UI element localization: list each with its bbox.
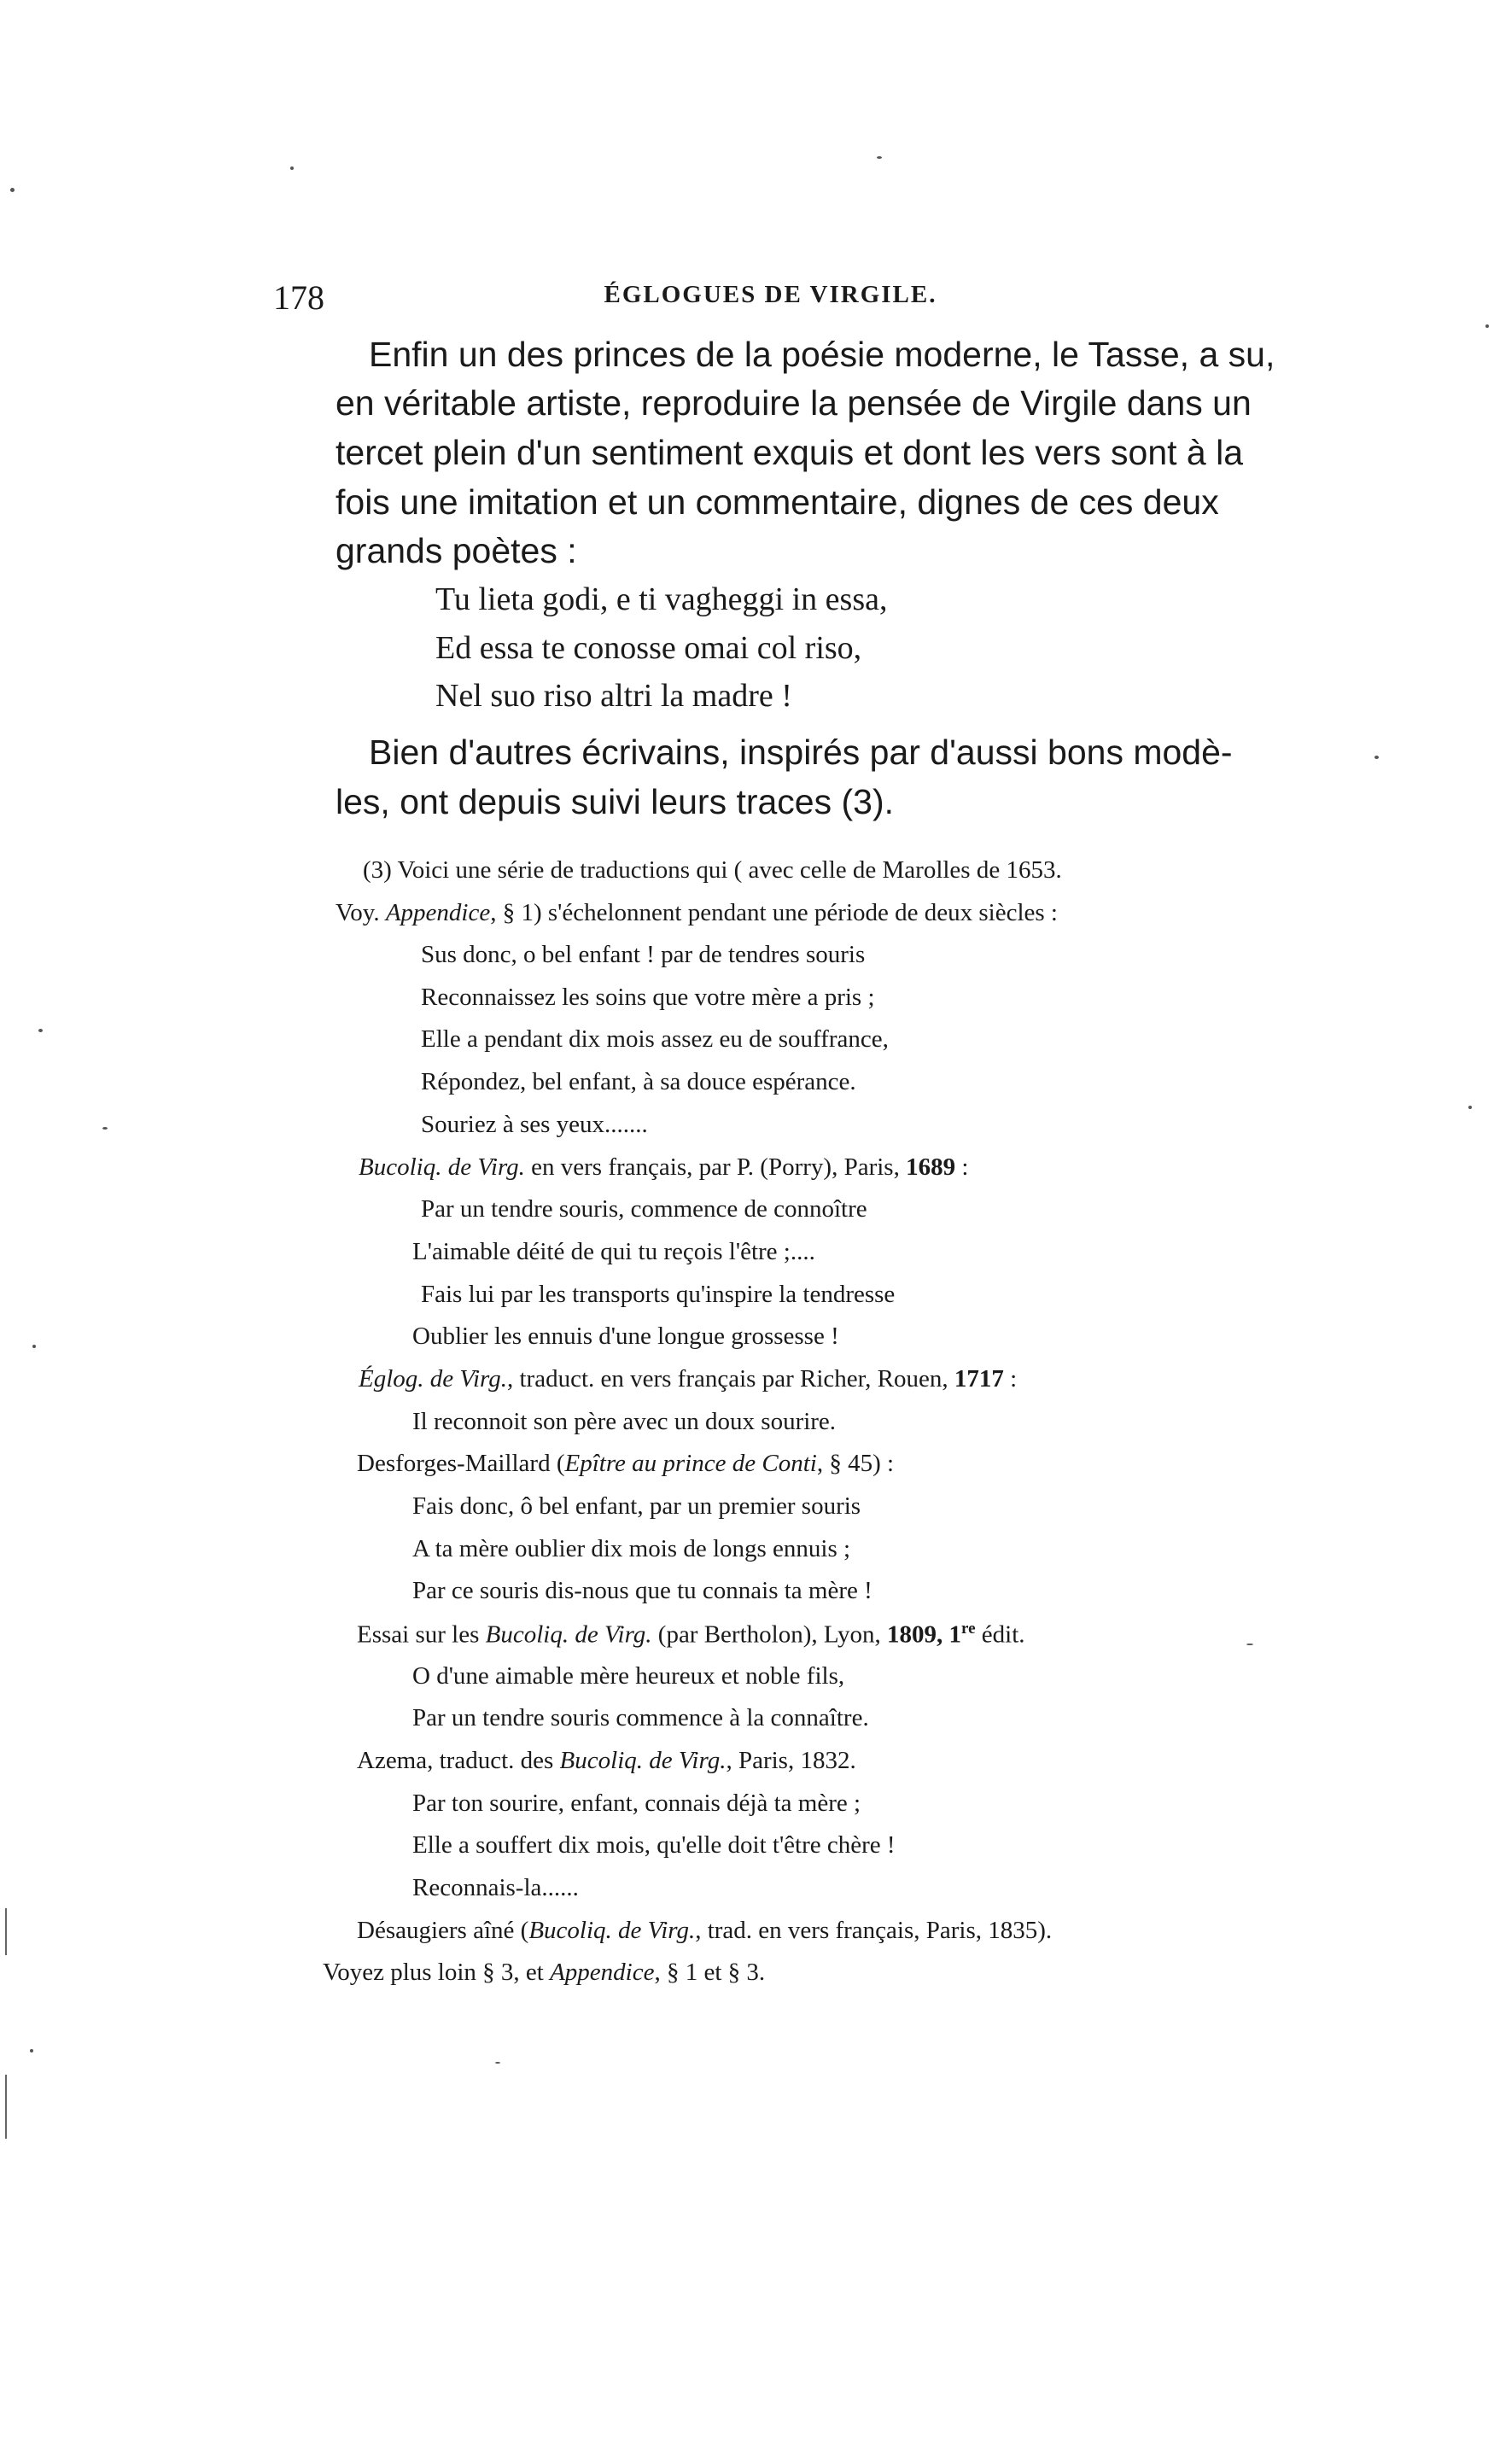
quoted-verse: Par un tendre souris commence à la connaître. <box>412 1704 869 1731</box>
page-number: 178 <box>273 278 324 317</box>
scan-speck <box>32 1345 36 1348</box>
running-title: ÉGLOGUES DE VIRGILE. <box>604 281 937 308</box>
footnote-intro-2: Voy. Appendice, § 1) s'échelonnent pendant une période de deux siècles : <box>336 899 1058 926</box>
verse-line: Ed essa te conosse omai col riso, <box>435 630 862 666</box>
source-citation: Églog. de Virg., traduct. en vers français par Richer, Rouen, 1717 : <box>359 1365 1018 1393</box>
scan-speck <box>30 2049 33 2052</box>
verse-line: Nel suo riso altri la madre ! <box>435 678 792 714</box>
source-citation: Azema, traduct. des Bucoliq. de Virg., Paris, 1832. <box>357 1747 856 1774</box>
scan-speck <box>1374 756 1379 759</box>
quoted-verse: Fais donc, ô bel enfant, par un premier souris <box>412 1492 861 1520</box>
main-line: en véritable artiste, reproduire la pensée de Virgile dans un <box>336 383 1252 423</box>
quoted-verse: Il reconnoit son père avec un doux sourire. <box>412 1408 837 1435</box>
quoted-verse: Elle a souffert dix mois, qu'elle doit t'être chère ! <box>412 1831 896 1859</box>
scan-speck <box>877 156 882 159</box>
page-header <box>273 277 1268 320</box>
scan-speck <box>1468 1106 1472 1109</box>
main-line: les, ont depuis suivi leurs traces (3). <box>336 782 894 821</box>
scan-edge-mark <box>5 1908 7 1955</box>
quoted-verse: Reconnais-la...... <box>412 1874 579 1901</box>
scan-speck <box>102 1127 108 1130</box>
source-citation: Essai sur les Bucoliq. de Virg. (par Bertholon), Lyon, 1809, 1re édit. <box>357 1620 1025 1649</box>
quoted-verse: A ta mère oublier dix mois de longs ennuis ; <box>412 1535 851 1562</box>
quoted-verse: Sus donc, o bel enfant ! par de tendres souris <box>421 941 866 968</box>
quoted-verse: Répondez, bel enfant, à sa douce espérance. <box>421 1068 856 1095</box>
scan-speck <box>1246 1644 1253 1645</box>
quoted-verse: Par ton sourire, enfant, connais déjà ta mère ; <box>412 1790 861 1817</box>
main-line: Bien d'autres écrivains, inspirés par d'aussi bons modè- <box>369 733 1233 772</box>
scan-edge-mark <box>5 2075 7 2139</box>
main-line: Enfin un des princes de la poésie moderne, le Tasse, a su, <box>369 335 1275 374</box>
main-line: fois une imitation et un commentaire, dignes de ces deux <box>336 482 1219 522</box>
scan-speck <box>495 2062 500 2064</box>
footnote-intro: (3) Voici une série de traductions qui ( avec celle de Marolles de 1653. <box>363 856 1062 884</box>
quoted-verse: Par ce souris dis-nous que tu connais ta mère ! <box>412 1577 872 1604</box>
source-citation: Bucoliq. de Virg. en vers français, par P. (Porry), Paris, 1689 : <box>359 1153 969 1181</box>
scan-speck <box>10 188 15 192</box>
scan-speck <box>38 1029 43 1032</box>
quoted-verse: Elle a pendant dix mois assez eu de souffrance, <box>421 1025 889 1053</box>
source-citation: Desforges-Maillard (Epître au prince de Conti, § 45) : <box>357 1450 895 1477</box>
quoted-verse: O d'une aimable mère heureux et noble fils, <box>412 1662 845 1690</box>
scan-speck <box>290 166 294 170</box>
quoted-verse: Par un tendre souris, commence de connoître <box>421 1195 867 1223</box>
quoted-verse: Souriez à ses yeux....... <box>421 1111 648 1138</box>
verse-line: Tu lieta godi, e ti vagheggi in essa, <box>435 581 888 617</box>
quoted-verse: L'aimable déité de qui tu reçois l'être ;.... <box>412 1238 815 1265</box>
quoted-verse: Fais lui par les transports qu'inspire la tendresse <box>421 1281 896 1308</box>
scan-speck <box>1485 324 1489 328</box>
main-line: tercet plein d'un sentiment exquis et dont les vers sont à la <box>336 433 1244 472</box>
main-line: grands poètes : <box>336 531 577 570</box>
source-citation: Désaugiers aîné (Bucoliq. de Virg., trad. en vers français, Paris, 1835). <box>357 1917 1053 1944</box>
closing-reference: Voyez plus loin § 3, et Appendice, § 1 et § 3. <box>323 1959 766 1986</box>
quoted-verse: Oublier les ennuis d'une longue grossesse ! <box>412 1323 839 1350</box>
quoted-verse: Reconnaissez les soins que votre mère a pris ; <box>421 984 875 1011</box>
